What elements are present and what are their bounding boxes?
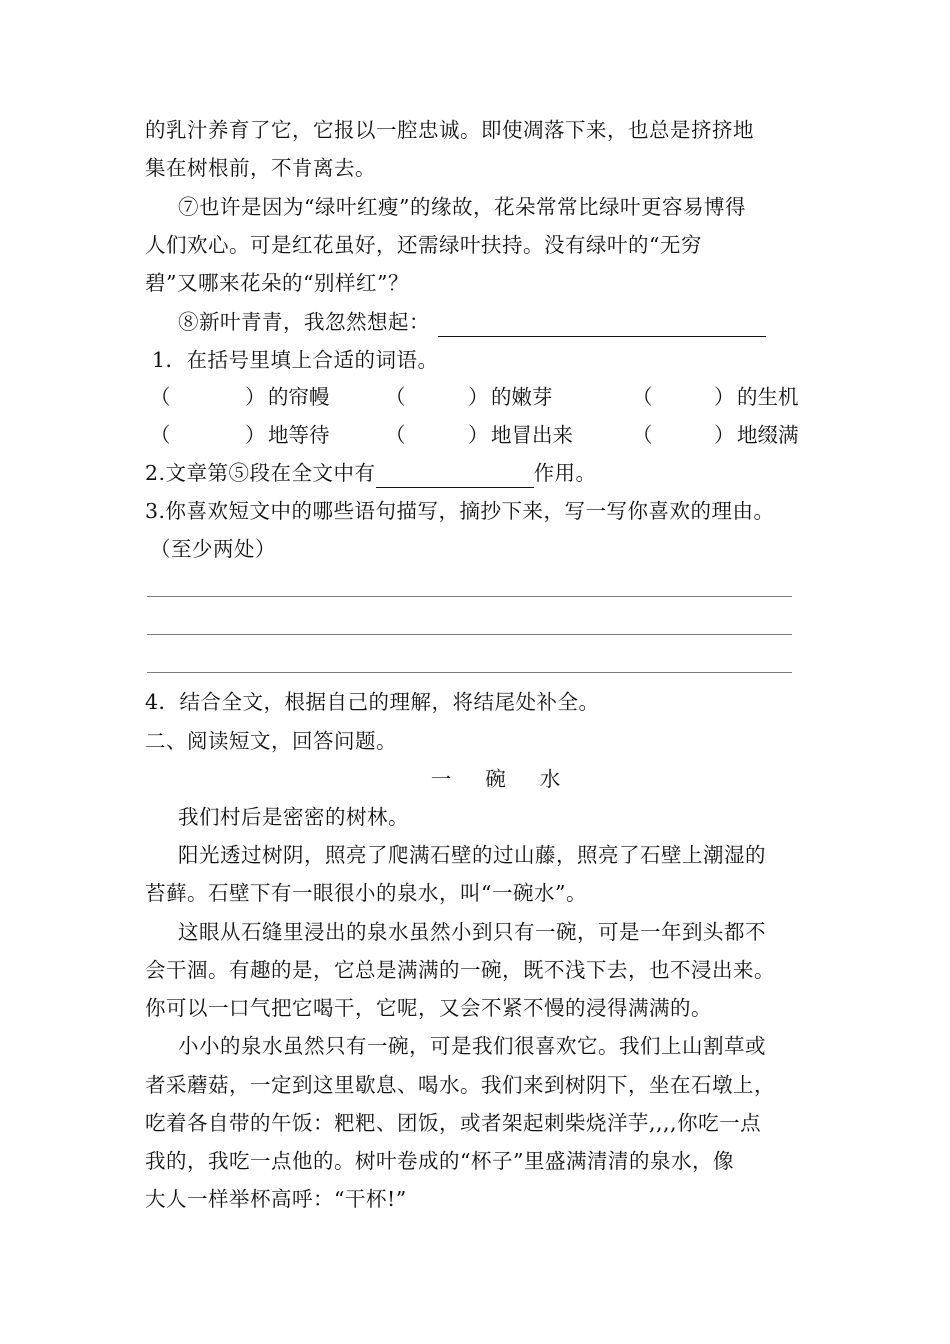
question-3-note: （至少两处） (150, 537, 276, 561)
role-answer-blank[interactable] (376, 465, 534, 488)
answer-line[interactable] (147, 634, 792, 635)
story-paragraph-1: 我们村后是密密的树林。 (178, 805, 409, 829)
passage-line: 集在树根前，不肯离去。 (145, 156, 376, 180)
passage-line: 的乳汁养育了它，它报以一腔忠诚。即使凋落下来，也总是挤挤地 (145, 118, 754, 142)
story-paragraph-4: 小小的泉水虽然只有一碗，可是我们很喜欢它。我们上山割草或 (178, 1034, 766, 1058)
ending-answer-blank[interactable] (438, 314, 766, 337)
open-paren: （ (385, 385, 406, 409)
story-paragraph-2: 阳光透过树阴，照亮了爬满石壁的过山藤，照亮了石壁上潮湿的 (178, 843, 766, 867)
question-3: 3.你喜欢短文中的哪些语句描写，摘抄下来，写一写你喜欢的理由。 (145, 499, 775, 523)
open-paren: （ (150, 385, 171, 409)
question-2-prefix: 2.文章第⑤段在全文中有 (145, 461, 376, 485)
word-suffix: 的生机 (737, 385, 799, 409)
story-line: 者采蘑菇，一定到这里歇息、喝水。我们来到树阴下，坐在石墩上， (145, 1073, 775, 1097)
word-suffix: 的帘幔 (268, 385, 330, 409)
story-line: 大人一样举杯高呼：“干杯!” (145, 1187, 407, 1211)
close-paren: ） (714, 385, 735, 409)
word-suffix: 的嫩芽 (491, 385, 553, 409)
open-paren: （ (632, 385, 653, 409)
story-line: 会干涸。有趣的是，它总是满满的一碗，既不浅下去，也不浸出来。 (145, 958, 775, 982)
open-paren: （ (632, 423, 653, 447)
close-paren: ） (714, 423, 735, 447)
close-paren: ） (245, 423, 266, 447)
open-paren: （ (150, 423, 171, 447)
question-2 (145, 458, 597, 488)
section-heading: 二、阅读短文，回答问题。 (145, 729, 397, 753)
answer-line[interactable] (147, 596, 792, 597)
answer-line[interactable] (147, 672, 792, 673)
open-paren: （ (385, 423, 406, 447)
question-4: 4．结合全文，根据自己的理解，将结尾处补全。 (145, 690, 600, 714)
story-title: 一 碗 水 (430, 767, 565, 791)
question-1: 1．在括号里填上合适的词语。 (152, 348, 439, 372)
close-paren: ） (245, 385, 266, 409)
story-line: 吃着各自带的午饭：粑粑、团饭，或者架起刺柴烧洋芋,,,,你吃一点 (145, 1111, 762, 1135)
question-2-suffix: 作用。 (533, 461, 597, 485)
paragraph-8-text: ⑧新叶青青，我忽然想起： (178, 310, 430, 334)
passage-line: 碧”又哪来花朵的“别样红”？ (145, 271, 409, 295)
story-line: 苔藓。石壁下有一眼很小的泉水，叫“一碗水”。 (145, 881, 587, 905)
word-suffix: 地冒出来 (491, 423, 573, 447)
passage-line: 人们欢心。可是红花虽好，还需绿叶扶持。没有绿叶的“无穷 (145, 233, 702, 257)
passage-paragraph-7: ⑦也许是因为“绿叶红瘦”的缘故，花朵常常比绿叶更容易博得 (178, 195, 746, 219)
close-paren: ） (468, 385, 489, 409)
close-paren: ） (468, 423, 489, 447)
passage-paragraph-8 (178, 307, 766, 337)
story-line: 你可以一口气把它喝干，它呢，又会不紧不慢的浸得满满的。 (145, 996, 712, 1020)
story-line: 我的，我吃一点他的。树叶卷成的“杯子”里盛满清清的泉水，像 (145, 1149, 734, 1173)
word-suffix: 地等待 (268, 423, 330, 447)
word-suffix: 地缀满 (737, 423, 799, 447)
story-paragraph-3: 这眼从石缝里浸出的泉水虽然小到只有一碗，可是一年到头都不 (178, 920, 766, 944)
